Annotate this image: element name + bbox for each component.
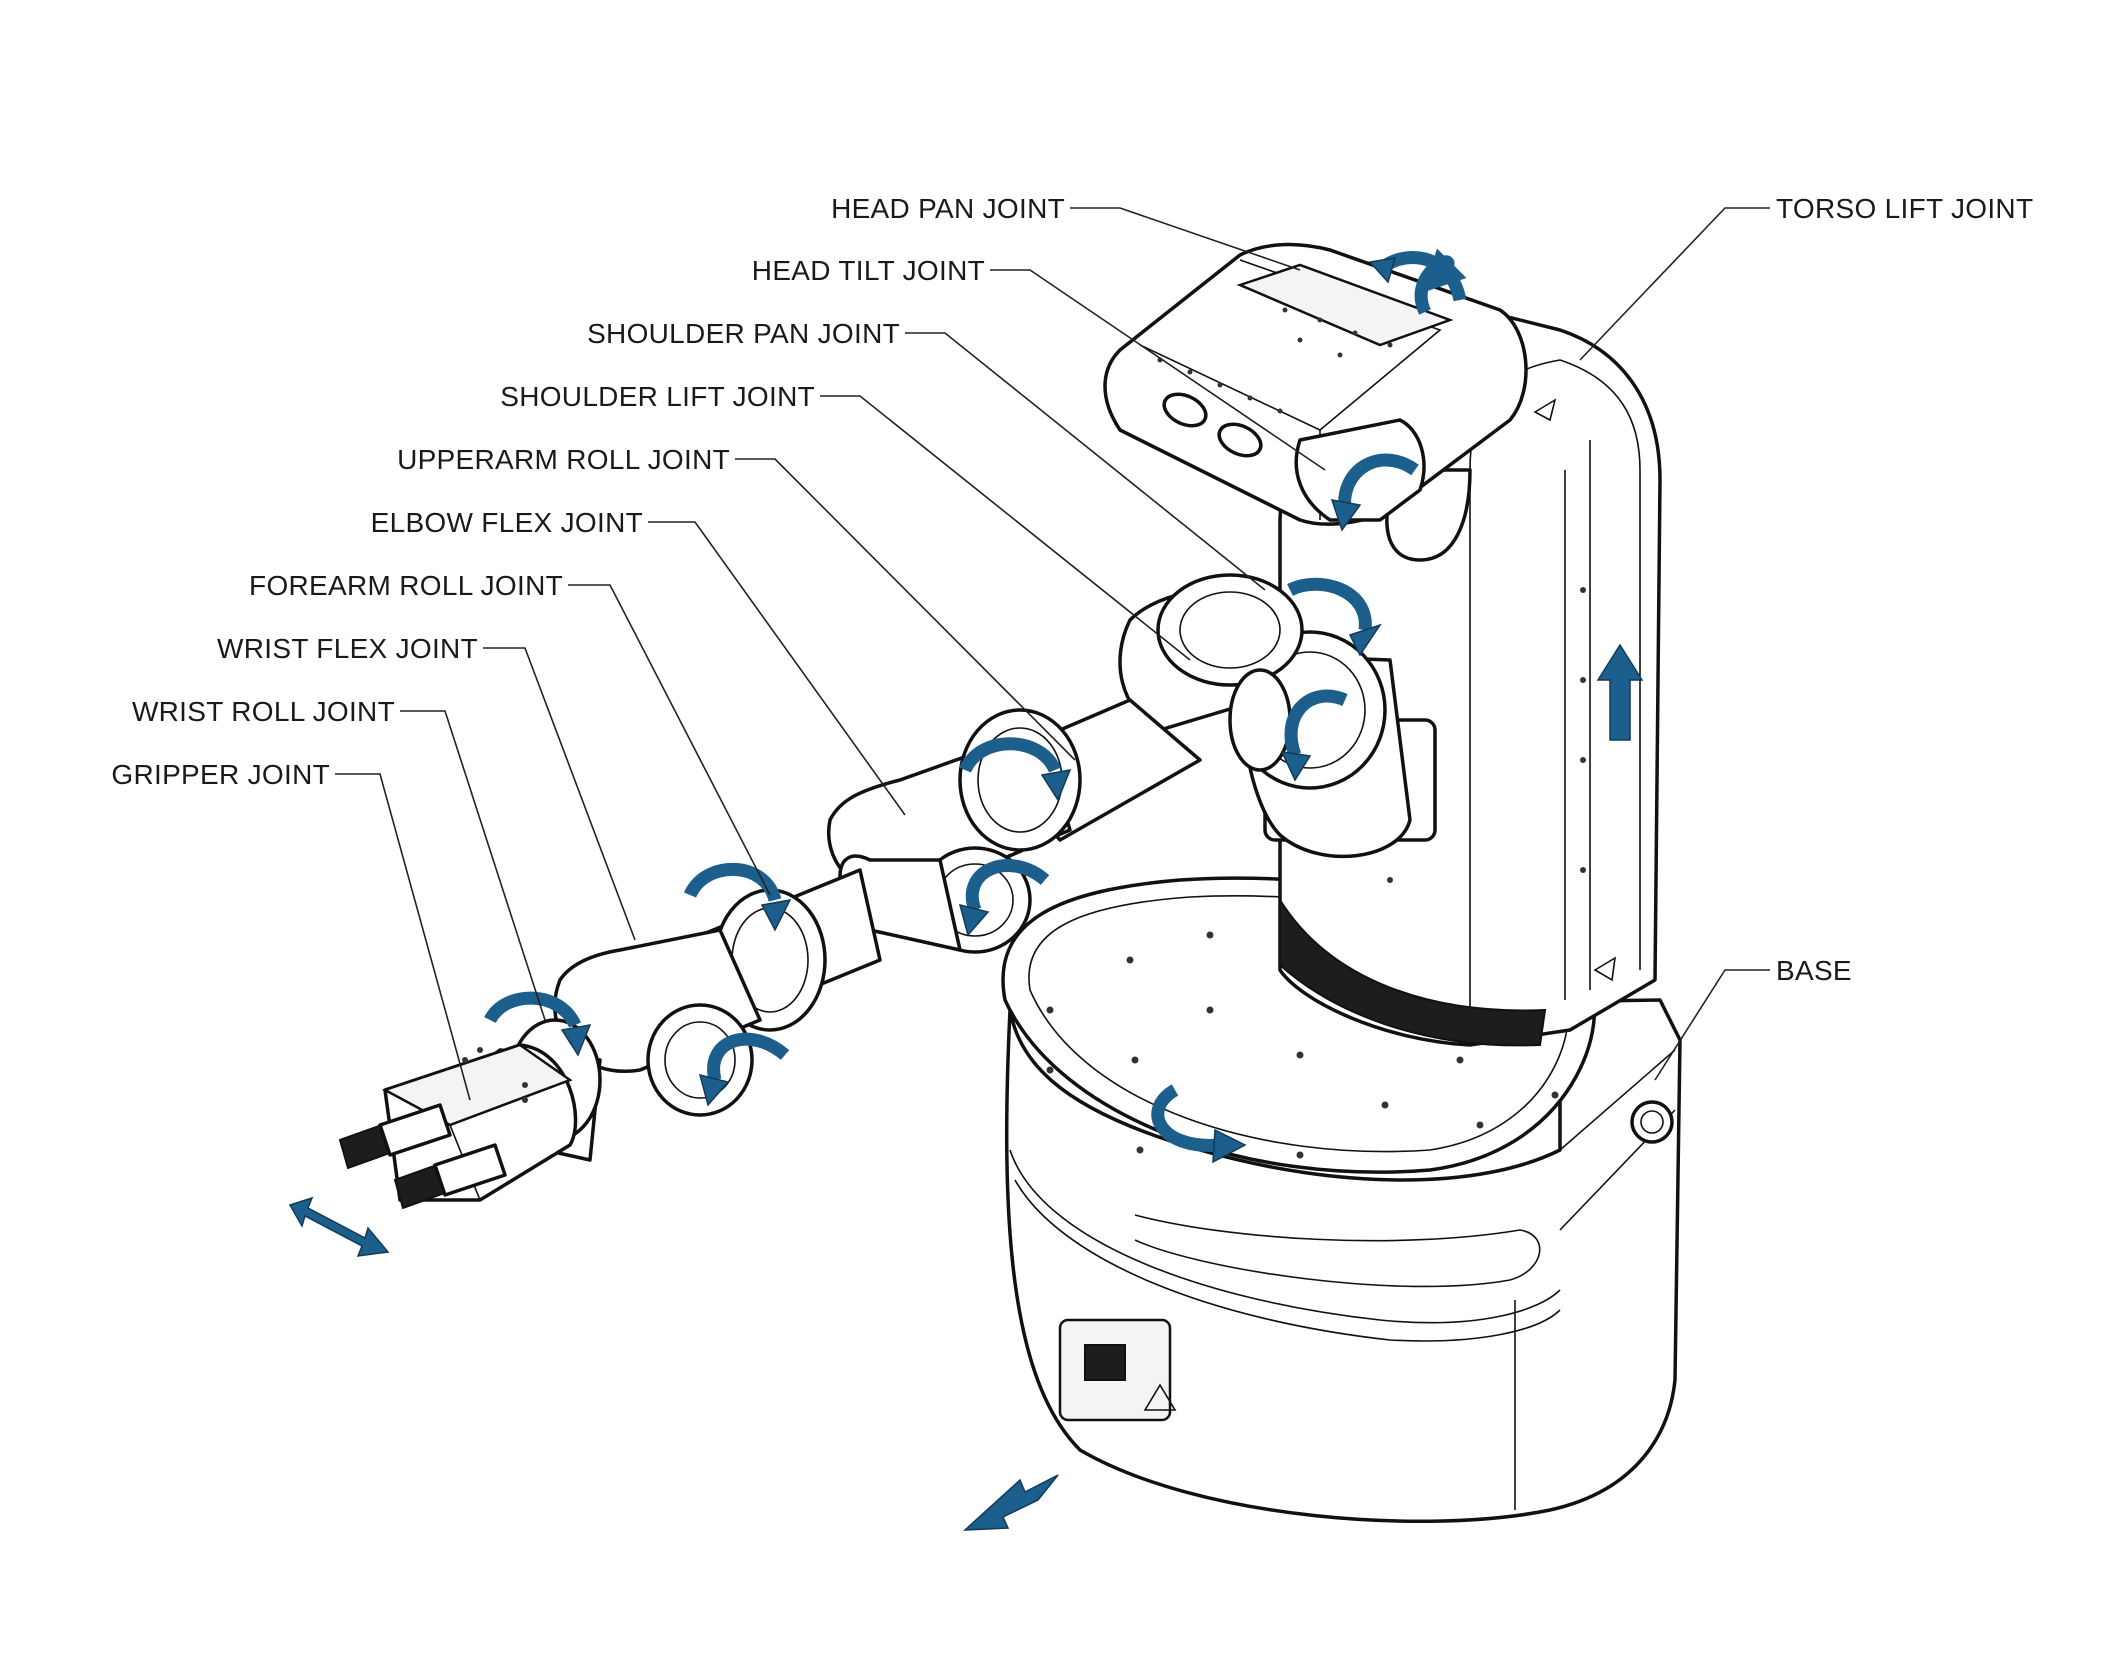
label-wrist-flex-joint: WRIST FLEX JOINT (217, 633, 478, 664)
base-drive-arrow (965, 1475, 1058, 1530)
label-torso-lift-joint: TORSO LIFT JOINT (1776, 193, 2034, 224)
wrist-gripper-assembly (340, 1020, 600, 1208)
robot-illustration (340, 245, 1680, 1522)
label-shoulder-lift-joint: SHOULDER LIFT JOINT (500, 381, 815, 412)
label-base: BASE (1776, 955, 1852, 986)
label-upperarm-roll-joint: UPPERARM ROLL JOINT (397, 444, 730, 475)
joint-labels (111, 193, 2033, 986)
label-head-tilt-joint: HEAD TILT JOINT (751, 255, 985, 286)
gripper-open-close-arrow (290, 1198, 388, 1256)
label-forearm-roll-joint: FOREARM ROLL JOINT (249, 570, 563, 601)
label-wrist-roll-joint: WRIST ROLL JOINT (131, 696, 395, 727)
label-shoulder-pan-joint: SHOULDER PAN JOINT (587, 318, 900, 349)
label-gripper-joint: GRIPPER JOINT (111, 759, 330, 790)
label-head-pan-joint: HEAD PAN JOINT (831, 193, 1065, 224)
label-elbow-flex-joint: ELBOW FLEX JOINT (370, 507, 643, 538)
